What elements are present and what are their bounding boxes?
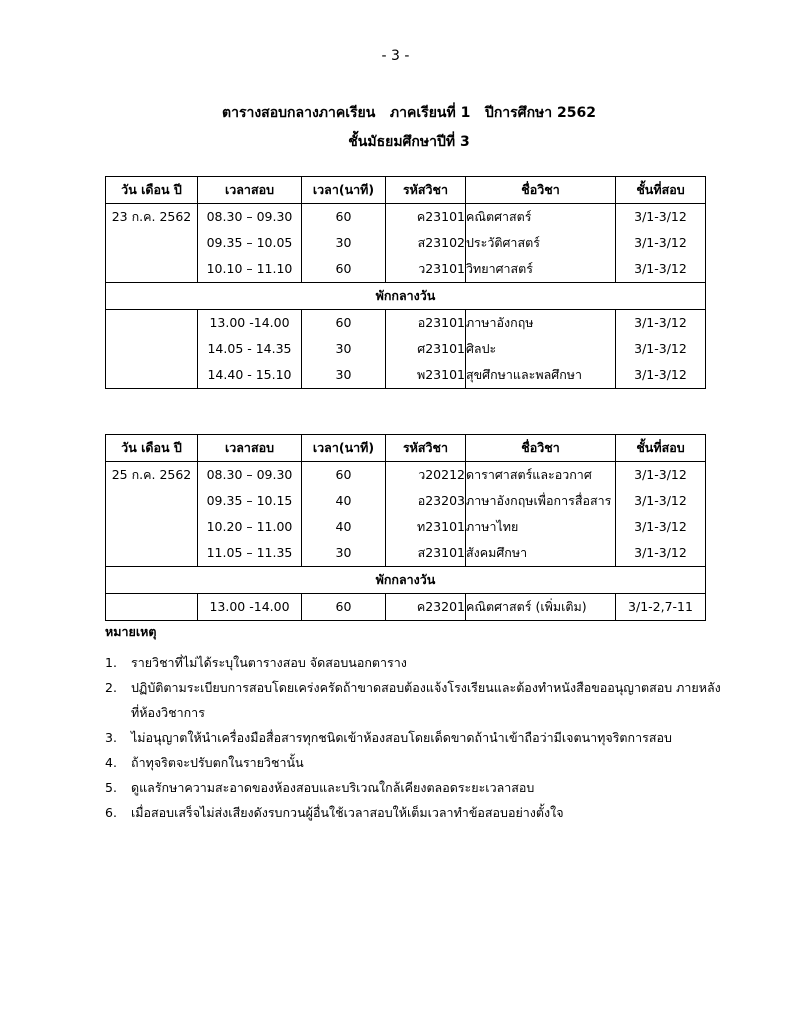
table-row: [106, 462, 706, 489]
table-header-row: [106, 177, 706, 204]
note-item: [105, 800, 725, 825]
note-text: ไม่อนุญาตให้นำเครื่องมือสื่อสารทุกชนิดเข้าห้องสอบโดยเด็ดขาดถ้านำเข้าถือว่ามีเจตนาทุจริตการสอบ: [131, 730, 672, 745]
subject-name: สังคมศึกษา: [466, 540, 616, 567]
table-row: [106, 594, 706, 621]
exam-classes: 3/1-3/12: [616, 462, 706, 489]
exam-date-empty: [106, 310, 198, 389]
note-text: เมื่อสอบเสร็จไม่ส่งเสียงดังรบกวนผู้อื่นใช้เวลาสอบให้เต็มเวลาทำข้อสอบอย่างตั้งใจ: [131, 805, 564, 820]
subject-code: ท23101: [386, 514, 466, 540]
exam-time: 14.05 - 14.35: [198, 336, 302, 362]
exam-classes: 3/1-2,7-11: [616, 594, 706, 621]
note-item: [105, 650, 725, 675]
exam-minutes: 30: [302, 336, 386, 362]
header-time: เวลาสอบ: [198, 435, 302, 462]
exam-time: 08.30 – 09.30: [198, 462, 302, 489]
notes-section: [105, 622, 725, 825]
exam-date: 23 ก.ค. 2562: [106, 204, 198, 283]
exam-minutes: 40: [302, 488, 386, 514]
exam-classes: 3/1-3/12: [616, 204, 706, 231]
subject-code: ศ23101: [386, 336, 466, 362]
lunch-break-label: พักกลางวัน: [106, 567, 706, 594]
header-minutes: เวลา(นาที): [302, 177, 386, 204]
exam-schedule-table-2: [105, 434, 706, 621]
subject-name: ภาษาอังกฤษเพื่อการสื่อสาร: [466, 488, 616, 514]
subject-name: ภาษาอังกฤษ: [466, 310, 616, 337]
notes-heading: หมายเหตุ: [105, 624, 157, 639]
header-time: เวลาสอบ: [198, 177, 302, 204]
table-row: [106, 310, 706, 337]
exam-time: 10.10 – 11.10: [198, 256, 302, 283]
note-item: [105, 750, 725, 775]
subject-name: ศิลปะ: [466, 336, 616, 362]
exam-time: 09.35 – 10.05: [198, 230, 302, 256]
subject-name: ดาราศาสตร์และอวกาศ: [466, 462, 616, 489]
subject-code: ว23101: [386, 256, 466, 283]
header-room: ชั้นที่สอบ: [616, 177, 706, 204]
note-number: 1.: [105, 655, 117, 670]
subject-code: ส23101: [386, 540, 466, 567]
exam-minutes: 60: [302, 462, 386, 489]
subject-code: ค23101: [386, 204, 466, 231]
header-minutes: เวลา(นาที): [302, 435, 386, 462]
header-code: รหัสวิชา: [386, 435, 466, 462]
table-header-row: [106, 435, 706, 462]
subject-code: อ23101: [386, 310, 466, 337]
note-number: 4.: [105, 755, 117, 770]
exam-time: 08.30 – 09.30: [198, 204, 302, 231]
exam-schedule-table-1: [105, 176, 706, 389]
exam-minutes: 60: [302, 310, 386, 337]
exam-time: 09.35 – 10.15: [198, 488, 302, 514]
lunch-break-row: [106, 567, 706, 594]
exam-minutes: 30: [302, 362, 386, 389]
note-item: [105, 675, 725, 725]
subject-code: อ23203: [386, 488, 466, 514]
header-subject: ชื่อวิชา: [466, 435, 616, 462]
page-number: - 3 -: [381, 48, 410, 64]
note-text: รายวิชาที่ไม่ได้ระบุในตารางสอบ จัดสอบนอกตาราง: [131, 655, 407, 670]
page-subtitle: ชั้นมัธยมศึกษาปีที่ 3: [348, 134, 470, 150]
exam-classes: 3/1-3/12: [616, 256, 706, 283]
exam-minutes: 30: [302, 230, 386, 256]
page-title: ตารางสอบกลางภาคเรียน ภาคเรียนที่ 1 ปีการศึกษา 2562: [222, 105, 596, 121]
exam-classes: 3/1-3/12: [616, 514, 706, 540]
exam-classes: 3/1-3/12: [616, 362, 706, 389]
exam-classes: 3/1-3/12: [616, 540, 706, 567]
note-item: [105, 725, 725, 750]
header-code: รหัสวิชา: [386, 177, 466, 204]
exam-time: 13.00 -14.00: [198, 310, 302, 337]
table-row: [106, 204, 706, 231]
exam-time: 11.05 – 11.35: [198, 540, 302, 567]
exam-classes: 3/1-3/12: [616, 310, 706, 337]
note-number: 6.: [105, 805, 117, 820]
exam-classes: 3/1-3/12: [616, 336, 706, 362]
exam-date-empty: [106, 594, 198, 621]
note-item: [105, 775, 725, 800]
exam-time: 14.40 - 15.10: [198, 362, 302, 389]
exam-date: 25 ก.ค. 2562: [106, 462, 198, 567]
subject-name: ภาษาไทย: [466, 514, 616, 540]
header-room: ชั้นที่สอบ: [616, 435, 706, 462]
subject-name: วิทยาศาสตร์: [466, 256, 616, 283]
exam-classes: 3/1-3/12: [616, 230, 706, 256]
exam-minutes: 30: [302, 540, 386, 567]
note-text: ดูแลรักษาความสะอาดของห้องสอบและบริเวณใกล้เคียงตลอดระยะเวลาสอบ: [131, 780, 535, 795]
exam-classes: 3/1-3/12: [616, 488, 706, 514]
note-number: 5.: [105, 780, 117, 795]
header-date: วัน เดือน ปี: [106, 435, 198, 462]
exam-minutes: 60: [302, 594, 386, 621]
subject-name: สุขศึกษาและพลศึกษา: [466, 362, 616, 389]
exam-time: 10.20 – 11.00: [198, 514, 302, 540]
subject-code: พ23101: [386, 362, 466, 389]
note-text: ปฏิบัติตามระเบียบการสอบโดยเคร่งครัดถ้าขาดสอบต้องแจ้งโรงเรียนและต้องทำหนังสือขออนุญาตสอบ ภายหลังที่ห้องวิชาการ: [131, 680, 721, 720]
exam-time: 13.00 -14.00: [198, 594, 302, 621]
note-number: 2.: [105, 680, 117, 695]
header-subject: ชื่อวิชา: [466, 177, 616, 204]
lunch-break-row: [106, 283, 706, 310]
exam-minutes: 60: [302, 256, 386, 283]
subject-code: ค23201: [386, 594, 466, 621]
subject-name: ประวัติศาสตร์: [466, 230, 616, 256]
note-number: 3.: [105, 730, 117, 745]
note-text: ถ้าทุจริตจะปรับตกในรายวิชานั้น: [131, 755, 304, 770]
exam-minutes: 60: [302, 204, 386, 231]
lunch-break-label: พักกลางวัน: [106, 283, 706, 310]
header-date: วัน เดือน ปี: [106, 177, 198, 204]
subject-code: ว20212: [386, 462, 466, 489]
subject-name: คณิตศาสตร์ (เพิ่มเติม): [466, 594, 616, 621]
exam-minutes: 40: [302, 514, 386, 540]
subject-code: ส23102: [386, 230, 466, 256]
subject-name: คณิตศาสตร์: [466, 204, 616, 231]
